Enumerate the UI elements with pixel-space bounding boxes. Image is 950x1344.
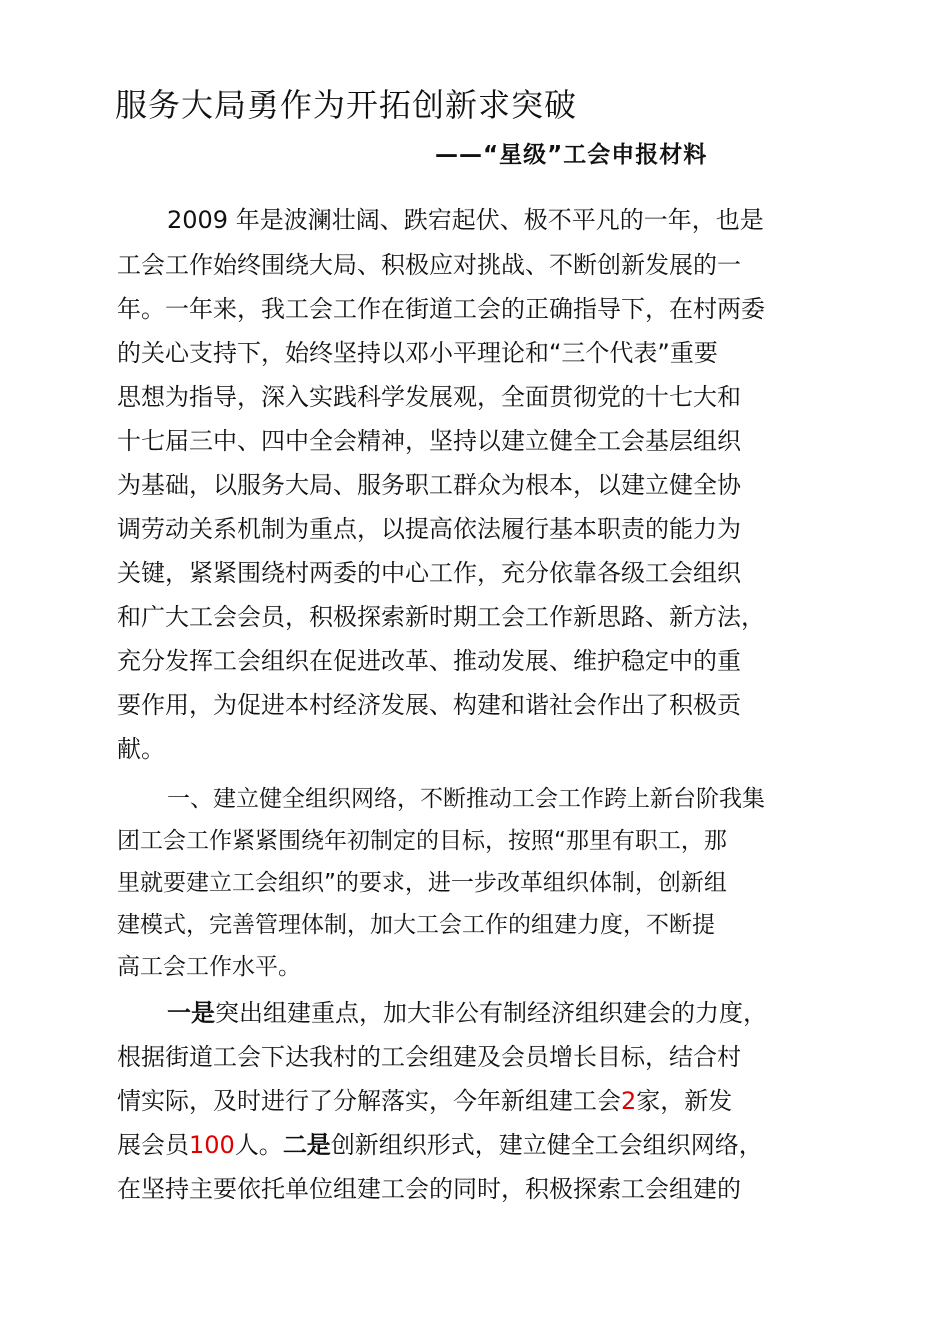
text-line: 充分发挥工会组织在促进改革、推动发展、维护稳定中的重 xyxy=(117,647,741,675)
text-line: 一、建立健全组织网络，不断推动工会工作跨上新台阶我集 xyxy=(167,786,765,812)
text-run: 情实际，及时进行了分解落实，今年新组建工会 xyxy=(117,1087,621,1115)
text-line: 根据街道工会下达我村的工会组建及会员增长目标，结合村 xyxy=(117,1043,741,1071)
text-line: 2009 年是波澜壮阔、跌宕起伏、极不平凡的一年，也是 xyxy=(167,206,764,234)
text-line: 关键，紧紧围绕村两委的中心工作，充分依靠各级工会组织 xyxy=(117,559,741,587)
text-run: 人。 xyxy=(234,1131,283,1159)
text-line: 团工会工作紧紧围绕年初制定的目标，按照“那里有职工，那 xyxy=(117,828,727,854)
text-run: 展会员 xyxy=(117,1131,189,1159)
text-line: 调劳动关系机制为重点，以提高依法履行基本职责的能力为 xyxy=(117,515,741,543)
text-line xyxy=(117,1086,732,1116)
text-line: 里就要建立工会组织”的要求，进一步改革组织体制，创新组 xyxy=(117,870,727,896)
text-line: 工会工作始终围绕大局、积极应对挑战、不断创新发展的一 xyxy=(117,251,741,279)
text-run: 突出组建重点，加大非公有制经济组织建会的力度， xyxy=(215,999,767,1027)
text-line: 建模式，完善管理体制，加大工会工作的组建力度，不断提 xyxy=(117,912,715,938)
highlight-number: 100 xyxy=(189,1131,235,1159)
text-line: 年。一年来，我工会工作在街道工会的正确指导下，在村两委 xyxy=(117,295,765,323)
emphasis-label: 二是 xyxy=(282,1131,331,1159)
text-line: 十七届三中、四中全会精神，坚持以建立健全工会基层组织 xyxy=(117,427,741,455)
text-line: 要作用，为促进本村经济发展、构建和谐社会作出了积极贡 xyxy=(117,691,741,719)
text-line: 高工会工作水平。 xyxy=(117,954,301,980)
text-run: 创新组织形式，建立健全工会组织网络， xyxy=(330,1131,763,1159)
document-title: 服务大局勇作为开拓创新求突破 xyxy=(115,86,578,124)
text-line: 献。 xyxy=(117,735,165,763)
emphasis-label: 一是 xyxy=(167,999,215,1027)
text-line xyxy=(167,998,767,1028)
text-line: 思想为指导，深入实践科学发展观，全面贯彻党的十七大和 xyxy=(117,383,741,411)
text-line: 和广大工会会员，积极探索新时期工会工作新思路、新方法， xyxy=(117,603,765,631)
highlight-number: 2 xyxy=(621,1087,637,1115)
text-line: 的关心支持下，始终坚持以邓小平理论和“三个代表”重要 xyxy=(117,339,718,367)
text-line xyxy=(117,1130,763,1160)
text-line: 在坚持主要依托单位组建工会的同时，积极探索工会组建的 xyxy=(117,1175,741,1203)
document-subtitle: ——“星级”工会申报材料 xyxy=(435,142,708,168)
text-line: 为基础，以服务大局、服务职工群众为根本，以建立健全协 xyxy=(117,471,741,499)
text-run: 家，新发 xyxy=(636,1087,733,1115)
